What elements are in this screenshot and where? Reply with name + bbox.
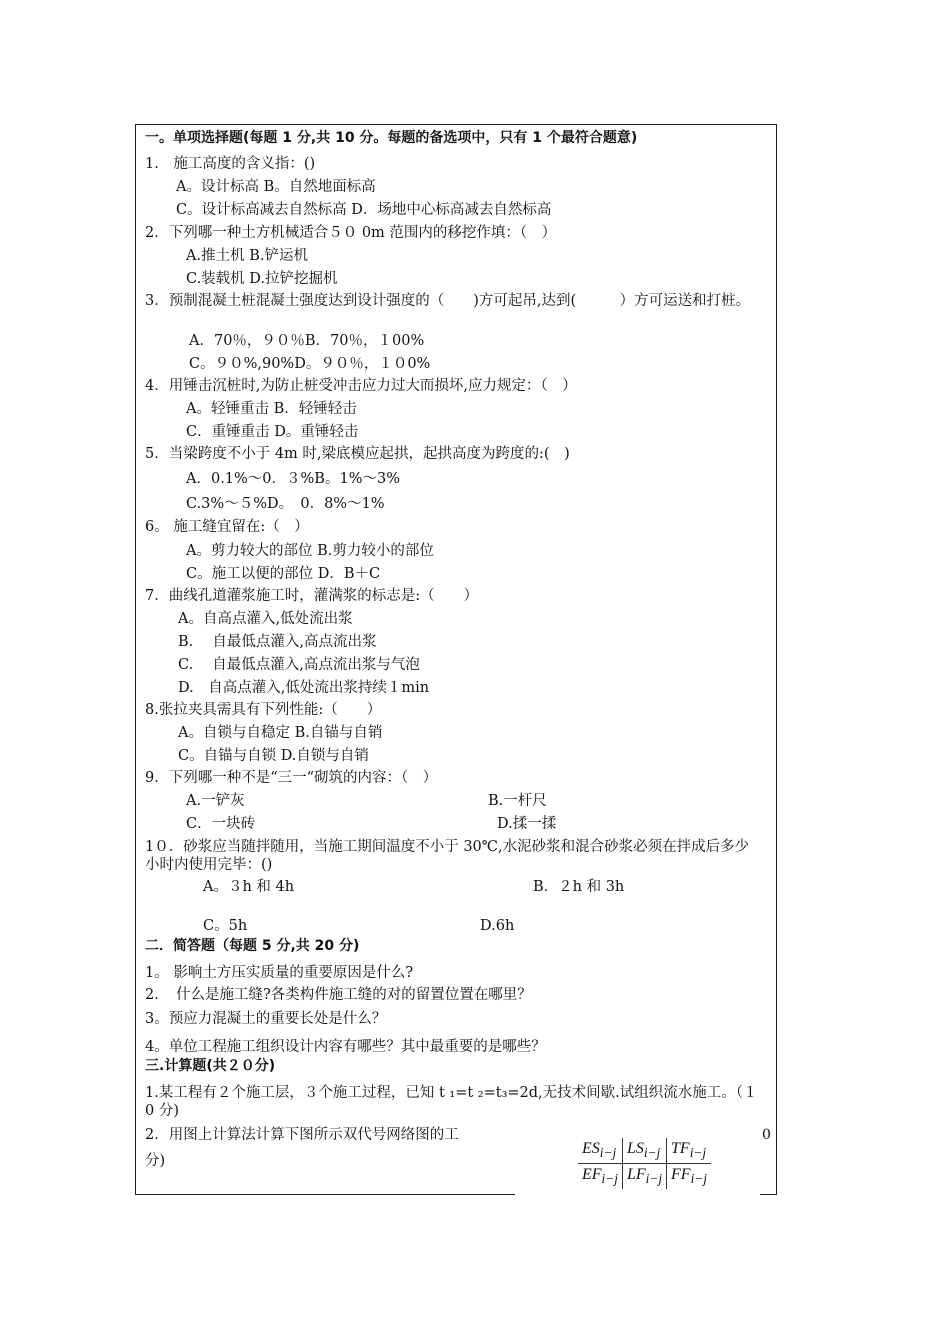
q6-stem: 6。 施工缝宜留在:（ ） — [145, 519, 309, 535]
q6-options-cd: C。施工以便的部位 D．B＋C — [186, 566, 381, 582]
q9-option-b: B.一杆尺 — [488, 793, 547, 809]
q9-option-a: A.一铲灰 — [186, 793, 245, 809]
calc-q2-line1: 2．用图上计算法计算下图所示双代号网络图的工 — [145, 1127, 459, 1143]
q8-options-cd: C。自锚与自锁 D.自锁与自销 — [178, 748, 369, 764]
q3-options-ab: A．70％，９０％B．70％，１00% — [189, 333, 425, 349]
short-q4: 4。单位工程施工组织设计内容有哪些？其中最重要的是哪些？ — [145, 1039, 546, 1055]
q4-options-cd: C．重锤重击 D。重锤轻击 — [186, 424, 359, 440]
q4-options-ab: A。轻锤重击 B．轻锤轻击 — [186, 401, 357, 417]
q10-option-d: D.6h — [480, 918, 515, 934]
q5-options-ab: A．0.1%～0．３%B。1%～3% — [186, 471, 400, 487]
legend-lf: $LF_{i-j}$ — [622, 1164, 666, 1190]
legend-ls: $LS_{i-j}$ — [622, 1138, 666, 1164]
q7-option-b: B. 自最低点灌入,高点流出浆 — [178, 634, 377, 650]
q3-options-cd: C。９０%,90%D。９０％，１０0% — [189, 356, 431, 372]
q5-options-cd: C.3%～５%D。 0．8%～1% — [186, 496, 385, 512]
calc-q2-line2: 分) — [145, 1153, 166, 1169]
q8-options-ab: A。自锁与自稳定 B.自锚与自销 — [178, 725, 383, 741]
q10-option-a: A。３h 和 4h — [203, 879, 295, 895]
section-2-title: 二．简答题（每题 5 分,共 20 分) — [145, 938, 360, 954]
short-q3: 3。预应力混凝土的重要长处是什么？ — [145, 1011, 387, 1027]
q5-stem: 5．当梁跨度不小于 4m 时,梁底模应起拱，起拱高度为跨度的:( ) — [145, 446, 570, 462]
q1-options-ab: A。设计标高 B。自然地面标高 — [176, 179, 376, 195]
section-3-title: 三.计算题(共２０分) — [145, 1058, 276, 1074]
q6-options-ab: A。剪力较大的部位 B.剪力较小的部位 — [186, 543, 434, 559]
q10-option-b: B．２h 和 3h — [533, 879, 625, 895]
legend-ef: $EF_{i-j}$ — [578, 1164, 622, 1190]
q3-stem: 3．预制混凝土桩混凝土强度达到设计强度的（ )方可起吊,达到( ）方可运送和打桩。 — [145, 293, 751, 309]
q9-option-c: C．一块砖 — [186, 816, 256, 832]
short-q1: 1。 影响土方压实质量的重要原因是什么? — [145, 965, 414, 981]
calc-q2-truncated-char: 0 — [762, 1127, 771, 1143]
q9-option-d: D.揉一揉 — [497, 816, 557, 832]
q1-options-cd: C。设计标高减去自然标高 D．场地中心标高减去自然标高 — [176, 202, 552, 218]
calc-q1: 1.某工程有２个施工层，３个施工过程，已知 t ₁=t ₂=t₃=2d,无技术间歇.试组织流水施工。（１0 分) — [145, 1085, 758, 1119]
q7-option-a: A。自高点灌入,低处流出浆 — [178, 611, 353, 627]
q2-options-cd: C.装载机 D.拉铲挖掘机 — [186, 271, 338, 287]
q7-stem: 7．曲线孔道灌浆施工时，灌满浆的标志是:（ ） — [145, 588, 479, 604]
legend-tf: $TF_{i-j}$ — [671, 1140, 707, 1161]
q1-stem: 1. 施工高度的含义指：() — [145, 156, 316, 172]
section-1-title: 一。单项选择题(每题 1 分,共 10 分。每题的备选项中，只有 1 个最符合题意) — [145, 130, 638, 146]
legend-ff: $FF_{i-j}$ — [667, 1164, 711, 1190]
q4-stem: 4．用锤击沉桩时,为防止桩受冲击应力过大而损坏,应力规定：（ ） — [145, 378, 577, 394]
node-parameter-legend — [578, 1138, 711, 1189]
legend-es: $ES_{i-j}$ — [578, 1138, 622, 1164]
q10-option-c: C。5h — [203, 918, 248, 934]
q10-stem: 1０．砂浆应当随拌随用，当施工期间温度不小于 30℃,水泥砂浆和混合砂浆必须在拌成后多少小时内使用完毕：() — [145, 839, 750, 873]
short-q2: 2． 什么是施工缝?各类构件施工缝的对的留置位置在哪里？ — [145, 987, 532, 1003]
q2-options-ab: A.推土机 B.铲运机 — [186, 248, 308, 264]
q8-stem: 8.张拉夹具需具有下列性能:（ ） — [145, 702, 382, 718]
q7-option-d: D. 自高点灌入,低处流出浆持续１min — [178, 680, 430, 696]
q9-stem: 9．下列哪一种不是“三一“砌筑的内容：（ ） — [145, 770, 438, 786]
q2-stem: 2．下列哪一种土方机械适合５０ 0m 范围内的移挖作填：（ ） — [145, 225, 557, 241]
q7-option-c: C. 自最低点灌入,高点流出浆与气泡 — [178, 657, 420, 673]
